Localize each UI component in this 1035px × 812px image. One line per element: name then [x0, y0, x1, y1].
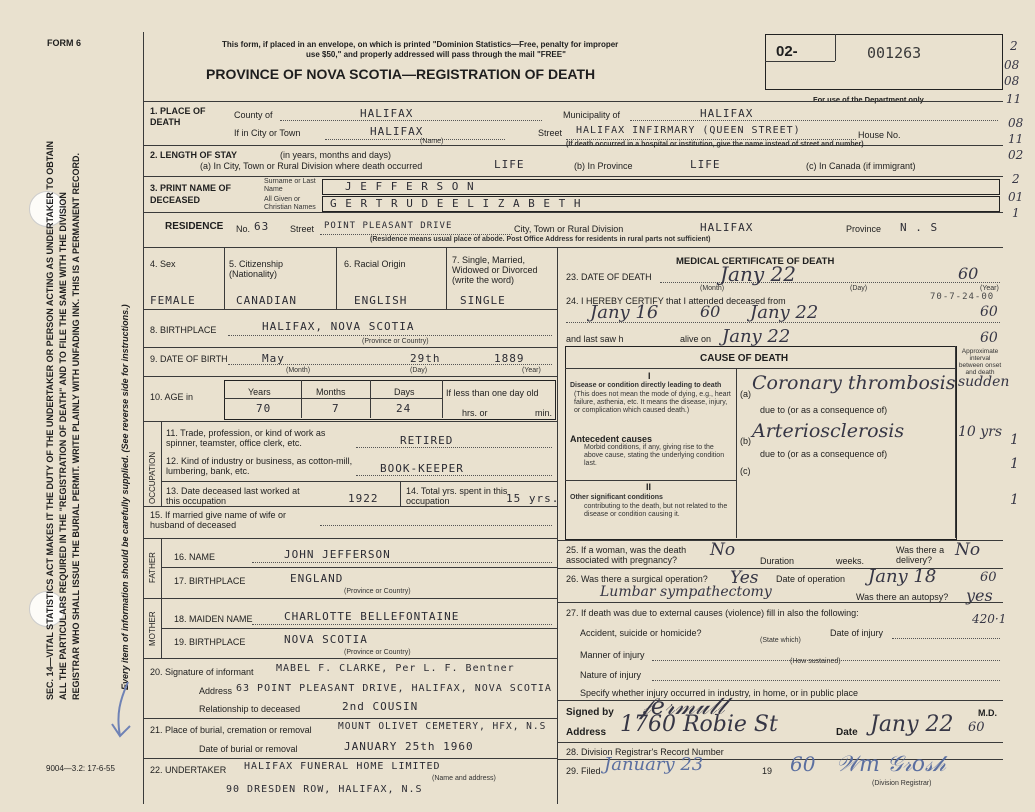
undertaker-note: (Name and address)	[432, 775, 496, 782]
pregnancy-value: No	[710, 540, 736, 560]
margin-code-4: 11	[1006, 92, 1022, 106]
signed-date-year: 60	[968, 720, 985, 735]
hospital-note: (If death occurred in a hospital or institution, give the name instead of street and number)	[566, 141, 864, 148]
how-sustained-note: (How sustained)	[790, 658, 841, 665]
dob-day-note: (Day)	[410, 367, 428, 374]
residence-city-label: City, Town or Rural Division	[514, 224, 624, 234]
signed-date-value: Jany 22	[870, 712, 954, 737]
last-worked-value: 1922	[348, 492, 379, 505]
surname-value: J E F F E R S O N	[345, 180, 475, 193]
other-conditions-note: contributing to the death, but not related to the disease or condition causing it.	[584, 503, 728, 518]
father-birthplace-label: 17. BIRTHPLACE	[174, 576, 246, 586]
physician-address-label: Address	[566, 727, 607, 738]
physician-address-value: 1760 Robie St	[620, 712, 778, 737]
mother-name-value: CHARLOTTE BELLEFONTAINE	[284, 610, 460, 623]
sidebar-instructions: SEC. 14—VITAL STATISTICS ACT MAKES IT THE DUTY OF THE UNDERTAKER OR PERSON ACTING AS UNDERTAKER TO OBTAIN ALL THE PARTICULARS REQUIRED IN THE "REGISTRATION OF DEATH" AND TO FILE THE SAME WITH THE DIVISION REGISTRAR WHO SHALL ISSUE THE BURIAL PERMIT. WRITE PLAINLY WITH UNFADING INK. THIS IS A PERMANENT RECORD.	[45, 140, 81, 700]
margin-code-5: 08	[1008, 116, 1024, 130]
age-label: 10. AGE in	[150, 392, 194, 402]
due-to-c-label: due to (or as a consequence of)	[760, 449, 888, 459]
registrar-signature: 𝒲𝑚 𝒢𝓇𝑜𝓈𝒽	[836, 752, 946, 777]
mother-birthplace-label: 19. BIRTHPLACE	[174, 637, 246, 647]
stay-province-value: LIFE	[690, 158, 721, 171]
date-of-death-value: Jany 22	[720, 262, 796, 286]
father-side-label: FATHER	[148, 552, 157, 583]
burial-place-label: 21. Place of burial, cremation or removal	[150, 725, 312, 735]
burial-place-value: MOUNT OLIVET CEMETERY, HFX, N.S	[338, 721, 547, 732]
directly-leading-label: Disease or condition directly leading to death	[570, 382, 722, 389]
occupation-side-label: OCCUPATION	[148, 451, 157, 504]
dob-label: 9. DATE OF BIRTH	[150, 354, 228, 364]
given-names-label: All Given or Christian Names	[264, 196, 316, 211]
burial-date-label: Date of burial or removal	[199, 744, 298, 754]
informant-address-value: 63 POINT PLEASANT DRIVE, HALIFAX, NOVA SCOTIA	[236, 683, 552, 694]
age-months-value: 7	[332, 402, 340, 415]
undertaker-value: HALIFAX FUNERAL HOME LIMITED	[244, 761, 441, 772]
industry-value: BOOK-KEEPER	[380, 462, 464, 475]
residence-street-label: Street	[290, 224, 315, 234]
residence-no-label: No.	[236, 224, 251, 234]
ink-mark	[100, 680, 140, 740]
marital-label: 7. Single, Married, Widowed or Divorced (write the word)	[452, 255, 538, 285]
operation-note: Lumbar sympathectomy	[600, 584, 772, 600]
sex-value: FEMALE	[150, 294, 196, 307]
specify-label: Specify whether injury occurred in industry, in home, or in public place	[580, 688, 858, 698]
date-of-death-year: 60	[958, 264, 979, 283]
form-title: PROVINCE OF NOVA SCOTIA—REGISTRATION OF DEATH	[206, 66, 596, 82]
cause-b-value: Arteriosclerosis	[752, 420, 905, 442]
dob-year: 1889	[494, 352, 525, 365]
registration-prefix: 02-	[776, 43, 798, 60]
total-years-value: 15 yrs.	[506, 492, 560, 505]
age-hrs-label: hrs. or	[462, 408, 488, 418]
residence-note: (Residence means usual place of abode. Post Office Address for residents in rural parts not sufficient)	[370, 236, 711, 243]
registrar-record-label: 28. Division Registrar's Record Number	[566, 747, 724, 757]
father-name-label: 16. NAME	[174, 552, 216, 562]
last-worked-label: 13. Date deceased last worked at this occupation	[166, 486, 300, 506]
surname-label: Surname or Last Name	[264, 178, 316, 193]
signed-date-label: Date	[836, 727, 858, 738]
cause-of-death-title: CAUSE OF DEATH	[700, 353, 789, 364]
house-no-label: House No.	[858, 130, 901, 140]
father-name-value: JOHN JEFFERSON	[284, 548, 391, 561]
attended-to: Jany 22	[750, 302, 819, 323]
age-box	[224, 380, 556, 420]
mother-side-label: MOTHER	[148, 611, 157, 646]
margin-code-7: 02	[1008, 148, 1024, 162]
informant-signature-value: MABEL F. CLARKE, Per L. F. Bentner	[276, 663, 515, 674]
side-number-2: 1	[1010, 456, 1019, 472]
signed-by-label: Signed by	[566, 707, 614, 718]
form-code: 9004—3.2: 17-6-55	[46, 764, 115, 773]
citizenship-label: 5. Citizenship (Nationality)	[229, 259, 284, 279]
cause-b-interval: 10 yrs	[958, 424, 1003, 440]
operation-date-value: Jany 18	[868, 566, 937, 587]
filed-value: January 23	[604, 754, 704, 775]
given-names-value: G E R T R U D E E L I Z A B E T H	[330, 197, 582, 210]
accident-label: Accident, suicide or homicide?	[580, 628, 702, 638]
undertaker-address: 90 DRESDEN ROW, HALIFAX, N.S	[226, 784, 423, 795]
dob-year-note: (Year)	[522, 367, 541, 374]
death-year-note: (Year)	[980, 285, 999, 292]
total-years-label: 14. Total yrs. spent in this occupation	[406, 486, 508, 506]
external-code: 420·1	[972, 612, 1007, 626]
citizenship-value: CANADIAN	[236, 294, 297, 307]
trade-label: 11. Trade, profession, or kind of work as spinner, teamster, office clerk, etc.	[166, 428, 326, 448]
mother-birthplace-value: NOVA SCOTIA	[284, 633, 368, 646]
side-number-1: 1	[1010, 432, 1019, 448]
date-of-death-label: 23. DATE OF DEATH	[566, 272, 652, 282]
mail-notice-line1: This form, if placed in an envelope, on which is printed "Dominion Statistics—Free, penalty for improper	[222, 40, 619, 49]
filed-year: 60	[790, 752, 816, 776]
margin-code-6: 11	[1008, 132, 1024, 146]
cause-a-value: Coronary thrombosis	[752, 372, 956, 394]
external-causes-label: 27. If death was due to external causes (violence) fill in also the following:	[566, 608, 859, 618]
operation-date-year: 60	[980, 570, 997, 585]
attended-to-year: 60	[980, 304, 998, 320]
mother-name-label: 18. MAIDEN NAME	[174, 614, 253, 624]
father-birthplace-note: (Province or Country)	[344, 588, 411, 595]
marital-value: SINGLE	[460, 294, 506, 307]
last-saw-label: and last saw h	[566, 334, 624, 344]
nature-label: Nature of injury	[580, 670, 642, 680]
stay-city-value: LIFE	[494, 158, 525, 171]
city-name-note: (Name)	[420, 138, 444, 145]
racial-origin-value: ENGLISH	[354, 294, 408, 307]
death-month-note: (Month)	[700, 285, 725, 292]
mail-notice-line2: use $50," and properly addressed will pass through the mail "FREE"	[306, 50, 566, 59]
cause-a-interval: sudden	[958, 374, 1010, 390]
delivery-value: No	[955, 540, 981, 560]
certify-label: 24. I HEREBY CERTIFY that I attended deceased from	[566, 296, 786, 306]
informant-address-label: Address	[199, 686, 233, 696]
street-value: HALIFAX INFIRMARY (QUEEN STREET)	[576, 125, 801, 136]
directly-leading-note: (This does not mean the mode of dying, e.g., heart failure, asthenia, etc. It means the disease, injury, or complication which caused death.)	[574, 391, 731, 414]
length-of-stay-hint: (in years, months and days)	[280, 150, 392, 160]
municipality-label: Municipality of	[563, 110, 621, 120]
residence-label: RESIDENCE	[165, 221, 224, 232]
manner-label: Manner of injury	[580, 650, 645, 660]
section-i: I	[648, 371, 651, 381]
filed-label: 29. Filed	[566, 766, 601, 776]
county-value: HALIFAX	[360, 107, 414, 120]
antecedent-label: Antecedent causes	[570, 434, 653, 444]
informant-signature-label: 20. Signature of informant	[150, 667, 254, 677]
margin-code-10: 1	[1012, 206, 1020, 220]
autopsy-label: Was there an autopsy?	[856, 592, 949, 602]
margin-code-2: 08	[1004, 58, 1020, 72]
age-years-label: Years	[248, 387, 271, 397]
spouse-label: 15. If married give name of wife or husband of deceased	[150, 510, 287, 530]
margin-code-9: 01	[1008, 190, 1024, 204]
margin-code-1: 2	[1010, 39, 1018, 53]
age-years-value: 70	[256, 402, 272, 415]
undertaker-label: 22. UNDERTAKER	[150, 765, 227, 775]
surgery-value: Yes	[730, 568, 759, 588]
division-registrar-note: (Division Registrar)	[872, 780, 932, 787]
filed-century: 19	[762, 766, 773, 776]
birthplace-note: (Province or Country)	[362, 338, 429, 345]
stay-city-label: (a) In City, Town or Rural Division where death occurred	[200, 161, 423, 171]
antecedent-note: Morbid conditions, if any, giving rise to the above cause, stating the underlying condition last.	[584, 444, 725, 467]
residence-province-value: N . S	[900, 221, 939, 234]
age-min-label: min.	[535, 408, 553, 418]
alive-on-label: alive on	[680, 334, 712, 344]
age-days-value: 24	[396, 402, 412, 415]
medical-certificate-title: MEDICAL CERTIFICATE OF DEATH	[676, 256, 835, 267]
age-days-label: Days	[394, 387, 415, 397]
trade-value: RETIRED	[400, 434, 454, 447]
registration-box	[765, 34, 1003, 90]
dob-month: May	[262, 352, 285, 365]
interval-label: Approximate interval between onset and death	[958, 348, 1002, 376]
county-label: County of	[234, 110, 273, 120]
street-label: Street	[538, 128, 563, 138]
residence-province-label: Province	[846, 224, 882, 234]
physician-signature: 𝒻𝑒𝓇𝓂𝓊𝓁𝓁	[640, 692, 725, 720]
city-label: If in City or Town	[234, 128, 301, 138]
margin-code-8: 2	[1012, 172, 1020, 186]
section-ii: II	[646, 482, 652, 492]
last-saw-value: Jany 22	[722, 326, 791, 347]
city-value: HALIFAX	[370, 125, 424, 138]
birthplace-value: HALIFAX, NOVA SCOTIA	[262, 320, 415, 333]
attended-from-year: 60	[700, 302, 721, 321]
margin-code-3: 08	[1004, 74, 1020, 88]
relationship-label: Relationship to deceased	[199, 704, 301, 714]
stay-canada-label: (c) In Canada (if immigrant)	[806, 161, 916, 171]
duration-label: Duration	[760, 556, 795, 566]
last-saw-year: 60	[980, 330, 998, 346]
sex-label: 4. Sex	[150, 259, 176, 269]
residence-city-value: HALIFAX	[700, 221, 754, 234]
operation-date-label: Date of operation	[776, 574, 846, 584]
burial-date-value: JANUARY 25th 1960	[344, 740, 474, 753]
state-which-note: (State which)	[760, 637, 801, 644]
certify-stamp: 70-7-24-00	[930, 292, 995, 302]
injury-date-label: Date of injury	[830, 628, 884, 638]
relationship-value: 2nd COUSIN	[342, 700, 419, 713]
residence-street-value: POINT PLEASANT DRIVE	[324, 221, 453, 231]
dept-use-note: For use of the Department only	[813, 95, 924, 104]
other-conditions-label: Other significant conditions	[570, 494, 663, 501]
mother-birthplace-note: (Province or Country)	[344, 649, 411, 656]
print-name-label: 3. PRINT NAME OF DECEASED	[150, 183, 232, 205]
industry-label: 12. Kind of industry or business, as cotton-mill, lumbering, bank, etc.	[166, 456, 353, 476]
dob-month-note: (Month)	[286, 367, 311, 374]
attended-from: Jany 16	[590, 302, 659, 323]
age-under-day-label: If less than one day old	[446, 388, 539, 398]
registration-number: 001263	[867, 44, 922, 62]
death-day-note: (Day)	[850, 285, 868, 292]
md-label: M.D.	[978, 708, 997, 718]
residence-no-value: 63	[254, 220, 270, 233]
stay-province-label: (b) In Province	[574, 161, 633, 171]
side-number-3: 1	[1010, 492, 1019, 508]
birthplace-label: 8. BIRTHPLACE	[150, 325, 217, 335]
sidebar-note: Every item of information should be carefully supplied. (See reverse side for instructions.)	[120, 304, 130, 690]
pregnancy-label: 25. If a woman, was the death associated with pregnancy?	[566, 545, 687, 565]
form-number: FORM 6	[47, 38, 82, 48]
municipality-value: HALIFAX	[700, 107, 754, 120]
due-to-b-label: due to (or as a consequence of)	[760, 405, 888, 415]
length-of-stay-label: 2. LENGTH OF STAY	[150, 150, 238, 160]
autopsy-value: yes	[966, 586, 993, 605]
surgery-label: 26. Was there a surgical operation?	[566, 574, 708, 584]
place-of-death-label: 1. PLACE OF DEATH	[150, 106, 206, 127]
weeks-label: weeks.	[836, 556, 865, 566]
delivery-label: Was there a delivery?	[896, 545, 945, 565]
age-months-label: Months	[316, 387, 346, 397]
dob-day: 29th	[410, 352, 441, 365]
racial-origin-label: 6. Racial Origin	[344, 259, 406, 269]
father-birthplace-value: ENGLAND	[290, 572, 344, 585]
cause-a-marker: (a)	[740, 389, 751, 399]
